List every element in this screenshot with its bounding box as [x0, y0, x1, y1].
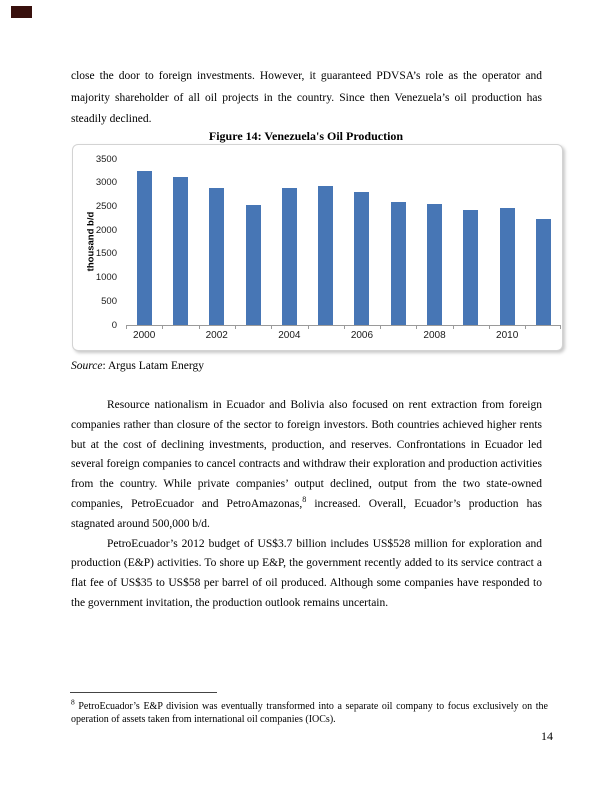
- figure-source: [71, 360, 204, 372]
- source-text: : Argus Latam Energy: [102, 360, 204, 372]
- x-tick-mark: [489, 325, 490, 329]
- x-tick-mark: [162, 325, 163, 329]
- y-tick-3000: 3000: [95, 177, 117, 189]
- y-tick-2500: 2500: [95, 200, 117, 212]
- x-tick-mark: [525, 325, 526, 329]
- x-tick-mark: [199, 325, 200, 329]
- footnote-marker: 8: [71, 697, 75, 707]
- paragraph-text: increased. Overall, Ecuador’s production has stagnated around 500,000 b/d.: [71, 497, 542, 530]
- x-label-2010: 2010: [496, 330, 519, 341]
- bar-2006: [354, 192, 369, 325]
- paragraph-ecuador-bolivia: [71, 396, 542, 535]
- bar-2011: [536, 219, 551, 325]
- x-tick-mark: [271, 325, 272, 329]
- figure-title: Figure 14: Venezuela's Oil Production: [208, 129, 404, 143]
- y-tick-1500: 1500: [95, 248, 117, 260]
- oil-production-chart: [72, 144, 563, 351]
- bar-2003: [246, 205, 261, 325]
- corner-mark: [11, 6, 32, 18]
- footnote-text: PetroEcuador’s E&P division was eventually transformed into a separate oil company to focus exclusively on the operation of assets taken from international oil companies (IOCs).: [71, 701, 548, 725]
- bar-2007: [391, 202, 406, 325]
- bar-2009: [463, 210, 478, 325]
- x-tick-mark: [560, 325, 561, 329]
- x-tick-mark: [344, 325, 345, 329]
- body-text: [71, 396, 542, 614]
- y-tick-0: 0: [111, 319, 117, 331]
- x-tick-mark: [380, 325, 381, 329]
- x-label-2008: 2008: [423, 330, 446, 341]
- y-tick-500: 500: [101, 295, 117, 307]
- bar-2001: [173, 177, 188, 325]
- x-tick-mark: [416, 325, 417, 329]
- x-tick-mark: [308, 325, 309, 329]
- x-label-2004: 2004: [278, 330, 301, 341]
- x-tick-mark: [235, 325, 236, 329]
- source-word: Source: [71, 360, 103, 372]
- x-label-2000: 2000: [133, 330, 156, 341]
- x-label-2006: 2006: [350, 330, 374, 341]
- y-axis-title: thousand b/d: [85, 211, 97, 272]
- y-tick-3500: 3500: [95, 153, 117, 165]
- y-tick-2000: 2000: [95, 224, 117, 236]
- x-tick-mark: [453, 325, 454, 329]
- bar-2000: [137, 171, 152, 325]
- footnote: [71, 697, 548, 726]
- page-number: 14: [541, 729, 553, 743]
- bar-2008: [427, 204, 442, 325]
- paragraph-petroecuador-budget: PetroEcuador’s 2012 budget of US$3.7 billion includes US$528 million for exploration and production (E&P) activities. To shore up E&P, the government recently added to its service contract a flat fee of US$35 to US$58 per barrel of oil produced. Although some companies have responded to the government invitation, the production outlook remains uncertain.: [71, 537, 542, 609]
- bar-2010: [500, 208, 515, 325]
- intro-paragraph: close the door to foreign investments. However, it guaranteed PDVSA’s role as the operator and majority shareholder of all oil projects in the country. Since then Venezuela’s oil production has steadily declined.: [71, 70, 542, 125]
- y-tick-1000: 1000: [95, 272, 117, 284]
- footnote-ref-8: 8: [302, 495, 307, 505]
- footnote-separator: [70, 692, 217, 693]
- x-label-2002: 2002: [205, 330, 228, 341]
- bar-2004: [282, 188, 297, 325]
- paragraph-text: Resource nationalism in Ecuador and Bolivia also focused on rent extraction from foreign companies rather than closure of the sector to foreign investors. Both countries achieved higher rents but at the cost of declining investments, production, and reserves. Confrontations in Ecuador led several foreign companies to cancel contracts and withdraw their exploration and production activities from the country. While private companies’ output declined, output from the two state-owned companies, PetroEcuador and PetroAmazonas,: [71, 399, 542, 510]
- bar-2005: [318, 186, 333, 325]
- x-tick-mark: [126, 325, 127, 329]
- bar-2002: [209, 188, 224, 325]
